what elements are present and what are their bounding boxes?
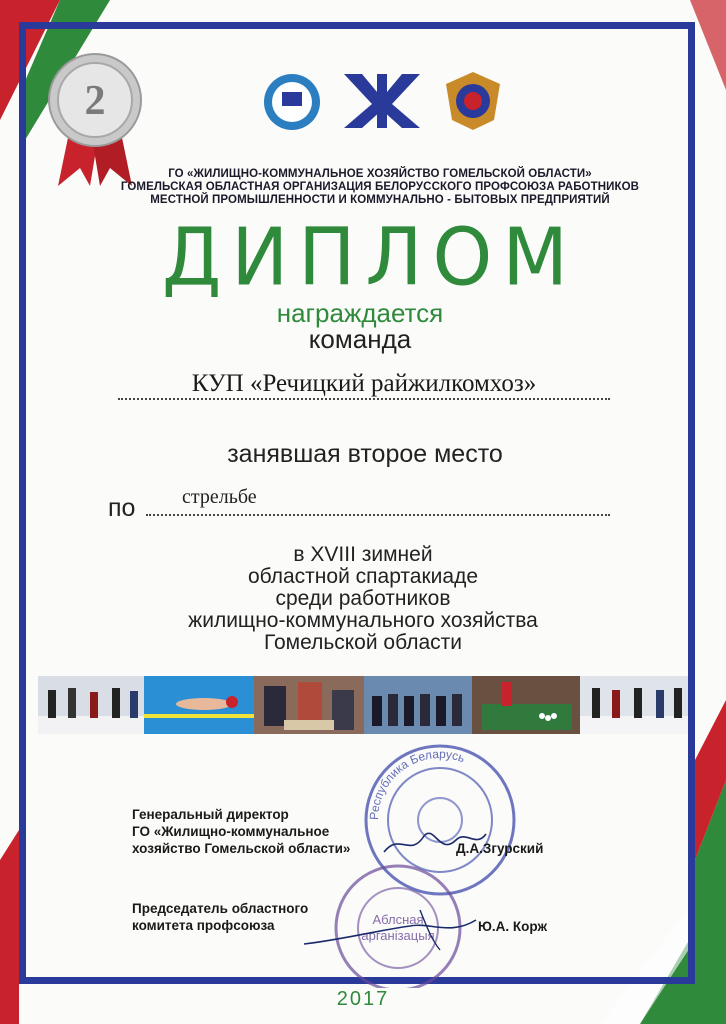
stamp-outer-text: Республика Беларусь [366, 746, 467, 821]
svg-text:Республика Беларусь [367, 747, 467, 820]
signatory-1-title [132, 806, 350, 857]
signatory-2-line-1: Председатель областного [132, 901, 309, 916]
signatory-1-line-3: хозяйство Гомельской области» [132, 841, 351, 856]
union-logo-icon [262, 72, 322, 132]
photo-billiards [472, 676, 580, 734]
silver-medal-icon [40, 48, 150, 188]
discipline-text: стрельбе [182, 486, 257, 508]
photo-chess [254, 676, 364, 734]
event-line-2: областной спартакиаде [247, 565, 478, 588]
place-text: занявшая второе место [227, 440, 503, 468]
event-line-4: жилищно-коммунального хозяйства [188, 609, 538, 632]
team-word: команда [308, 324, 412, 354]
emblem-logo-icon [444, 70, 502, 132]
org-line-2: ГОМЕЛЬСКАЯ ОБЛАСТНАЯ ОРГАНИЗАЦИЯ БЕЛОРУССКОГО ПРОФСОЮЗА РАБОТНИКОВ [120, 181, 640, 193]
photo-group [364, 676, 472, 734]
photo-skiing-2 [580, 676, 688, 734]
signatory-2-name: Ю.А. Корж [478, 919, 548, 934]
signatory-1-line-1: Генеральный директор [132, 807, 289, 822]
signature-2 [300, 900, 480, 960]
year-text: 2017 [336, 988, 390, 1010]
org-line-1: ГО «ЖИЛИЩНО-КОММУНАЛЬНОЕ ХОЗЯЙСТВО ГОМЕЛЬСКОЙ ОБЛАСТИ» [168, 168, 592, 180]
discipline-underline [146, 514, 610, 516]
signature-1 [380, 822, 490, 862]
event-line-5: Гомельской области [264, 631, 462, 654]
team-name: КУП «Речицкий райжилкомхоз» [191, 370, 537, 397]
org-line-3: МЕСТНОЙ ПРОМЫШЛЕННОСТИ И КОММУНАЛЬНО - БЫТОВЫХ ПРЕДПРИЯТИЙ [150, 194, 610, 206]
awarded-text: награждается [276, 298, 444, 328]
event-line-3: среди работников [275, 587, 451, 610]
event-line-1: в XVIII зимней [293, 543, 433, 566]
photo-swimming [144, 676, 254, 734]
stamp-inner-line-1: Аблсная [372, 912, 424, 927]
signatory-2-title [132, 900, 308, 934]
event-block [100, 544, 626, 654]
photo-skiing [38, 676, 144, 734]
team-underline [118, 398, 610, 400]
signatory-1-line-2: ГО «Жилищно-коммунальное [132, 824, 330, 839]
signatory-2-line-2: комитета профсоюза [132, 918, 275, 933]
zhkh-logo-icon [340, 70, 424, 132]
stamp-inner-line-2: арганізацыя [361, 928, 435, 943]
po-label: по [108, 494, 136, 522]
diploma-title: ДИПЛОМ [162, 209, 578, 304]
medal-number: 2 [84, 78, 106, 124]
signatory-1-name: Д.А.Згурский [456, 841, 544, 856]
